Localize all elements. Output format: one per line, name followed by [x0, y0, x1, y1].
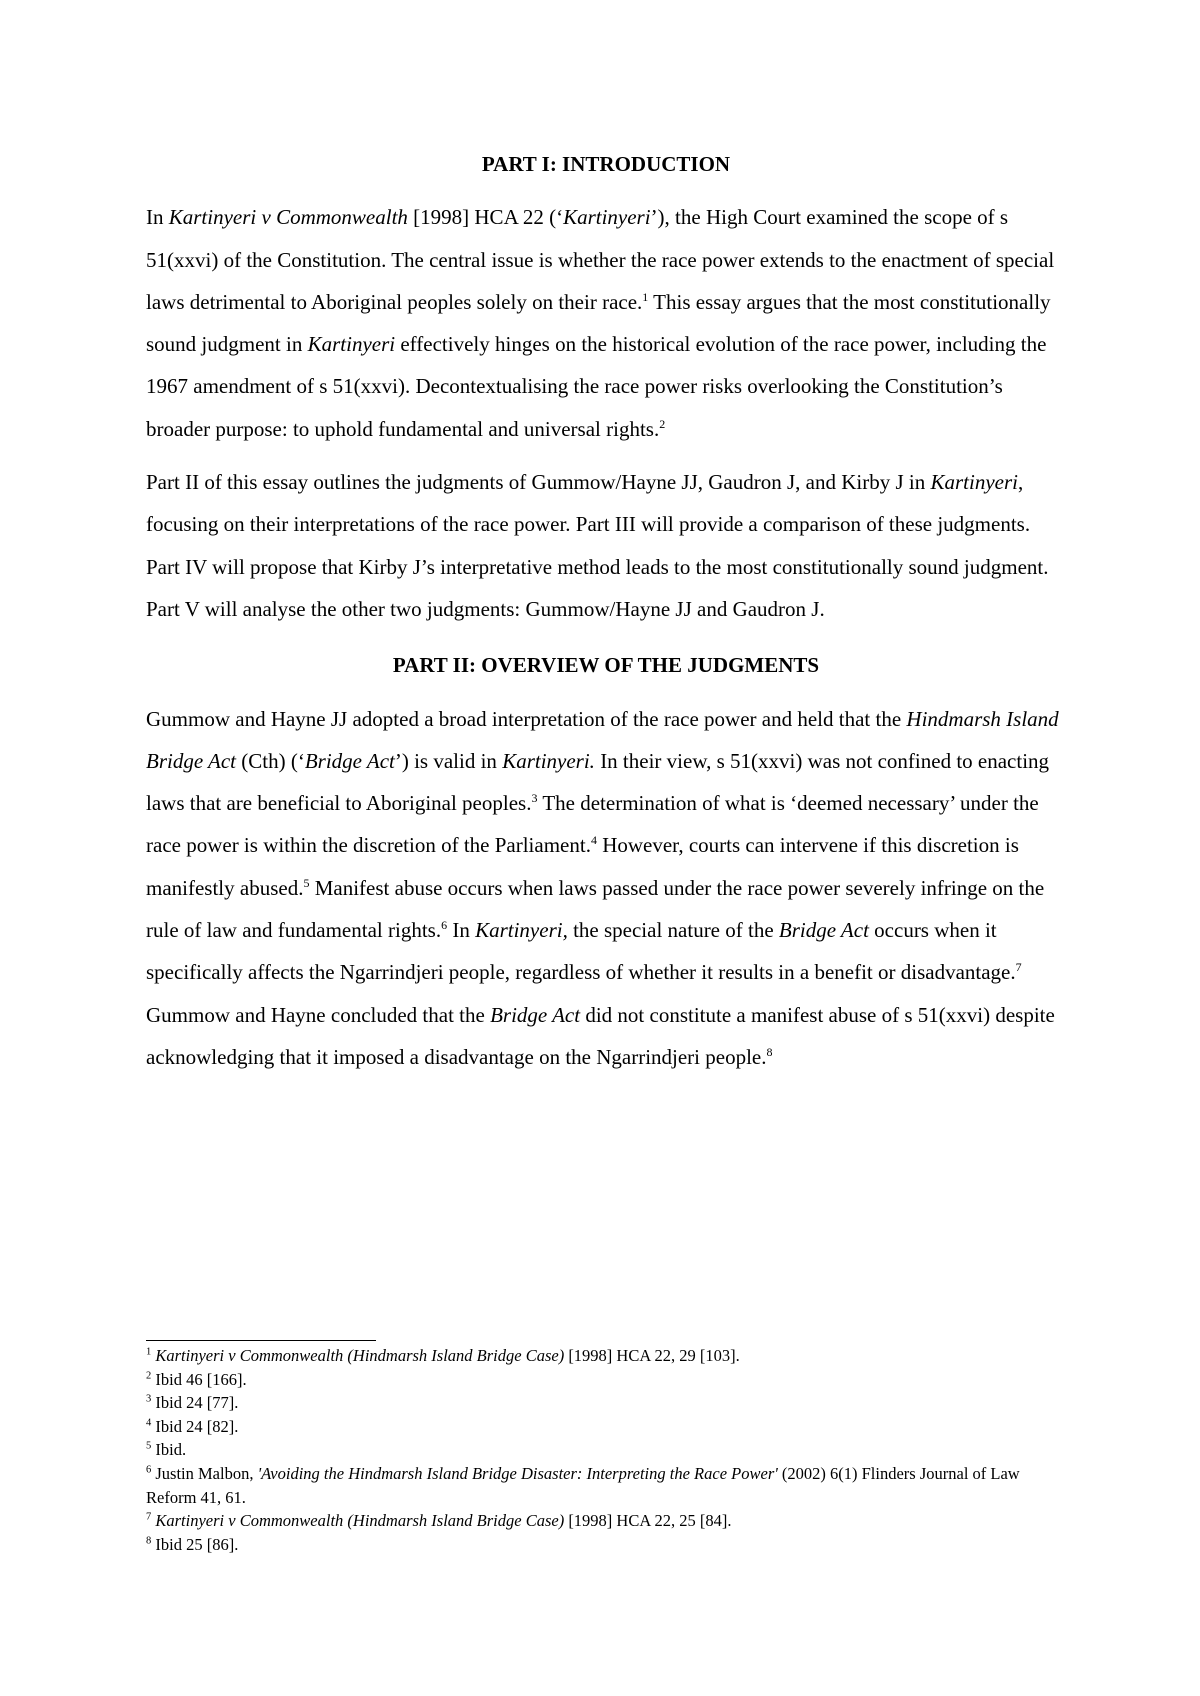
italic-text: Hindmarsh Island Bridge Act [146, 706, 1059, 773]
part-2-paragraph-1 [146, 698, 1066, 1079]
text-run: However, courts can intervene if this discretion is manifestly abused. [146, 833, 1019, 900]
italic-text: Kartinyeri [307, 332, 396, 357]
text-run: Ibid 24 [82]. [151, 1416, 239, 1436]
footnote-7 [146, 1509, 1066, 1533]
document-body [146, 143, 1066, 1089]
italic-text: Kartinyeri [563, 205, 651, 230]
italic-text: Kartinyeri, [475, 918, 568, 943]
text-run: Gummow and Hayne concluded that the [146, 1002, 491, 1027]
text-run: ’) is valid in [394, 748, 503, 773]
footnote-4 [146, 1415, 1066, 1439]
italic-text: Bridge Act [490, 1002, 581, 1027]
text-run: the special nature of the [567, 918, 779, 943]
footnote-ref-3: 3 [146, 1393, 152, 1405]
text-run: Manifest abuse occurs when laws passed under the race power severely infringe on the rule of law and fundamental rights. [146, 875, 1045, 943]
footnote-ref-8: 8 [146, 1535, 152, 1547]
text-run: [1998] HCA 22, 29 [103]. [564, 1346, 740, 1365]
footnote-ref-6: 6 [441, 918, 448, 933]
footnote-ref-4: 4 [146, 1417, 152, 1429]
footnote-ref-3: 3 [531, 791, 538, 806]
footnote-ref-8: 8 [766, 1044, 773, 1059]
footnote-ref-5: 5 [146, 1440, 152, 1452]
footnote-5 [146, 1438, 1066, 1462]
text-run: [1998] HCA 22 (‘ [407, 205, 564, 230]
text-run: , focusing on their interpretations of the race power. Part III will provide a comparison of these judgments. Part IV will propose that Kirby J’s interpretative method leads to the most constitutionally sound judgment. Part V will analyse the other two judgments: Gummow/Hayne JJ and Gaudron J. [146, 470, 1049, 621]
text-run: Part II of this essay outlines the judgments of Gummow/Hayne JJ, Gaudron J, and Kirby J in [146, 470, 931, 495]
footnote-ref-5: 5 [303, 875, 310, 890]
footnote-6 [146, 1462, 1066, 1509]
footnote-ref-2: 2 [659, 416, 666, 431]
text-run: Ibid 24 [77]. [151, 1393, 239, 1413]
footnote-3 [146, 1391, 1066, 1415]
text-run: The determination of what is ‘deemed necessary’ under the race power is within the discretion of the Parliament. [146, 791, 1039, 858]
footnote-ref-1: 1 [146, 1346, 152, 1358]
text-run: [1998] HCA 22, 25 [84]. [564, 1511, 732, 1531]
footnote-2 [146, 1368, 1066, 1392]
italic-text: Kartinyeri v Commonwealth [168, 205, 408, 230]
text-run: occurs when it specifically affects the Ngarrindjeri people, regardless of whether it results in a benefit or disadvantage. [146, 918, 1016, 985]
italic-text: 'Avoiding the Hindmarsh Island Bridge Disaster: Interpreting the Race Power' [257, 1463, 778, 1483]
footnote-ref-6: 6 [146, 1464, 152, 1476]
footnote-8 [146, 1533, 1066, 1557]
text-run: Gummow and Hayne JJ adopted a broad interpretation of the race power and held that the [146, 706, 907, 731]
italic-text: Kartinyeri [930, 470, 1018, 495]
text-run: (2002) 6(1) Flinders Journal of Law Reform 41, 61. [146, 1463, 1020, 1507]
text-run: This essay argues that the most constitutionally sound judgment in [146, 289, 1051, 357]
italic-text: Kartinyeri v Commonwealth (Hindmarsh Island Bridge Case) [155, 1511, 565, 1531]
part-1-paragraph-2 [146, 461, 1066, 630]
text-run: Ibid 46 [166]. [151, 1369, 247, 1389]
footnote-ref-7: 7 [146, 1511, 152, 1523]
footnote-ref-4: 4 [590, 833, 597, 848]
italic-text: Bridge Act [778, 918, 869, 943]
text-run: Ibid 25 [86]. [151, 1534, 239, 1554]
part-1-paragraph-1 [146, 196, 1066, 450]
italic-text: Kartinyeri. [502, 748, 595, 773]
footnotes-section [146, 1340, 1066, 1556]
part-2-heading: PART II: OVERVIEW OF THE JUDGMENTS [392, 653, 820, 678]
text-run: In [447, 918, 476, 943]
italic-text: Bridge Act [304, 748, 395, 773]
text-run: Justin Malbon, [151, 1463, 258, 1483]
footnote-1 [146, 1344, 1066, 1368]
text-run: In [146, 205, 169, 230]
text-run: Ibid. [151, 1440, 187, 1460]
text-run: ’), the High Court examined the scope of s 51(xxvi) of the Constitution. The central issue is whether the race power extends to the enactment of special laws detrimental to Aboriginal peoples solely on their race. [146, 205, 1055, 314]
text-run: effectively hinges on the historical evolution of the race power, including the 1967 amendment of s 51(xxvi). Decontextualising the race power risks overlooking the Constitution’s broader purpose: to uphold fundamental and universal rights. [146, 332, 1047, 441]
footnote-ref-2: 2 [146, 1370, 152, 1382]
footnote-separator [146, 1340, 376, 1341]
footnote-ref-1: 1 [642, 289, 649, 304]
text-run: (Cth) (‘ [236, 748, 305, 773]
text-run: did not constitute a manifest abuse of s 51(xxvi) despite acknowledging that it imposed a disadvantage on the Ngarrindjeri people. [146, 1002, 1055, 1069]
part-1-heading: PART I: INTRODUCTION [481, 152, 731, 176]
text-run: In their view, s 51(xxvi) was not confined to enacting laws that are beneficial to Aboriginal peoples. [146, 748, 1050, 816]
footnote-ref-7: 7 [1015, 960, 1022, 975]
italic-text: Kartinyeri v Commonwealth (Hindmarsh Island Bridge Case) [155, 1346, 565, 1365]
